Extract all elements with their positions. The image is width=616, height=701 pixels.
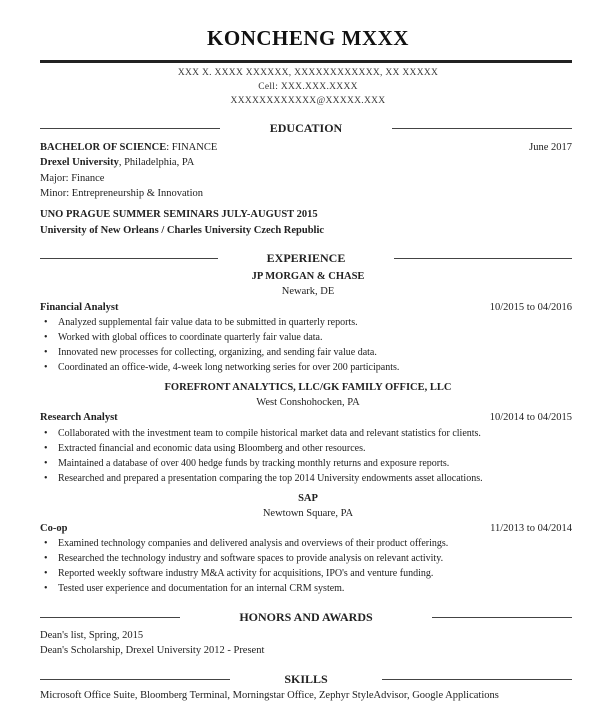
program-title: UNO PRAGUE SUMMER SEMINARS JULY-AUGUST 2015: [40, 209, 318, 220]
job-bullet: • Examined technology companies and delivered analysis and overviews of their product offerings.: [58, 538, 448, 549]
school-line: [40, 157, 194, 168]
company-name: SAP: [298, 493, 318, 504]
job-bullet: • Reported weekly software industry M&A activity for acquisitions, IPO's and venture funding.: [58, 568, 433, 579]
degree-date: June 2017: [529, 142, 572, 153]
education-heading: EDUCATION: [262, 121, 350, 135]
contact-cell: Cell: XXX.XXX.XXXX: [258, 82, 358, 92]
degree-label: BACHELOR OF SCIENCE: [40, 142, 167, 153]
job-bullet: • Innovated new processes for collecting, organizing, and sending fair value data.: [58, 347, 377, 358]
job-dates: 11/2013 to 04/2014: [490, 523, 572, 534]
honor-item: Dean's Scholarship, Drexel University 2012 - Present: [40, 645, 265, 656]
job-title: Co-op: [40, 523, 68, 534]
job-dates: 10/2014 to 04/2015: [489, 412, 572, 423]
school-location: , Philadelphia, PA: [118, 157, 195, 168]
minor: Minor: Entrepreneurship & Innovation: [40, 188, 204, 199]
skills-list: Microsoft Office Suite, Bloomberg Terminal, Morningstar Office, Zephyr StyleAdvisor, Google Applications: [40, 690, 499, 701]
job-bullet: • Extracted financial and economic data using Bloomberg and other resources.: [58, 443, 366, 454]
degree-field: : FINANCE: [166, 142, 218, 153]
experience-section-heading: [40, 251, 572, 265]
company-location: Newtown Square, PA: [262, 508, 354, 519]
company-name: FOREFRONT ANALYTICS, LLC/GK FAMILY OFFICE, LLC: [164, 382, 452, 393]
honors-heading: HONORS AND AWARDS: [231, 610, 380, 624]
job-bullet: • Collaborated with the investment team to compile historical market data and relevant statistics for clients.: [58, 428, 481, 439]
company-location: Newark, DE: [281, 286, 335, 297]
program-school: University of New Orleans / Charles University Czech Republic: [40, 225, 325, 236]
honors-section-heading: [40, 610, 572, 624]
job-title: Research Analyst: [40, 412, 118, 423]
job-bullet: • Worked with global offices to coordinate quarterly fair value data.: [58, 332, 322, 343]
education-section-heading: [40, 121, 572, 135]
job-dates: 10/2015 to 04/2016: [489, 302, 572, 313]
header-divider: [40, 60, 572, 63]
honor-item: Dean's list, Spring, 2015: [40, 630, 144, 641]
job-title: Financial Analyst: [40, 302, 119, 313]
skills-section-heading: [40, 672, 572, 686]
contact-address: XXX X. XXXX XXXXXX, XXXXXXXXXXXX, XX XXXXX: [177, 68, 439, 78]
school-name: Drexel University: [40, 157, 119, 168]
major: Major: Finance: [40, 173, 105, 184]
job-bullet: • Maintained a database of over 400 hedge funds by tracking monthly returns and exposure reports.: [58, 458, 449, 469]
job-bullet: • Tested user experience and documentation for an internal CRM system.: [58, 583, 344, 594]
candidate-name: KONCHENG MXXX: [207, 26, 409, 50]
company-name: JP MORGAN & CHASE: [251, 271, 365, 282]
company-location: West Conshohocken, PA: [256, 397, 360, 408]
degree-line: [40, 142, 217, 153]
job-bullet: • Researched the technology industry and software spaces to provide analysis on relevant activity.: [58, 553, 443, 564]
job-bullet: • Researched and prepared a presentation comparing the top 2014 University endowments asset allocations.: [58, 473, 483, 484]
contact-email: XXXXXXXXXXXX@XXXXX.XXX: [230, 96, 386, 106]
experience-heading: EXPERIENCE: [259, 251, 354, 265]
job-bullet: • Analyzed supplemental fair value data to be submitted in quarterly reports.: [58, 317, 358, 328]
skills-heading: SKILLS: [276, 672, 335, 686]
job-bullet: • Coordinated an office-wide, 4-week long networking series for over 200 participants.: [58, 362, 399, 373]
